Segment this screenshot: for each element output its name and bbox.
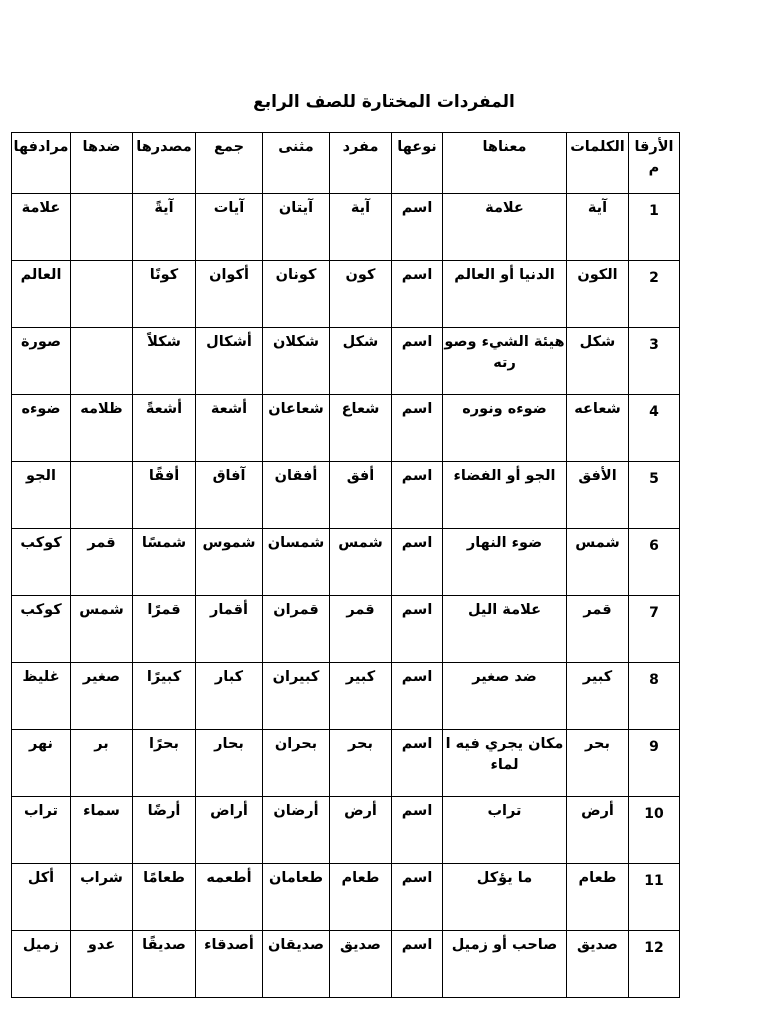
cell-type: اسم bbox=[392, 596, 443, 663]
cell-dual: شمسان bbox=[263, 529, 330, 596]
cell-word: قمر bbox=[567, 596, 629, 663]
cell-singular: شمس bbox=[330, 529, 392, 596]
cell-source: أفقًا bbox=[133, 462, 196, 529]
cell-type: اسم bbox=[392, 931, 443, 998]
cell-synonym: العالم bbox=[12, 261, 71, 328]
cell-source: شكلاً bbox=[133, 328, 196, 395]
cell-dual: أفقان bbox=[263, 462, 330, 529]
cell-opposite: قمر bbox=[71, 529, 133, 596]
table-header-row bbox=[12, 133, 680, 194]
cell-type: اسم bbox=[392, 328, 443, 395]
cell-dual: بحران bbox=[263, 730, 330, 797]
cell-singular: صديق bbox=[330, 931, 392, 998]
cell-opposite bbox=[71, 462, 133, 529]
cell-word: صديق bbox=[567, 931, 629, 998]
header-opposite: ضدها bbox=[71, 133, 133, 194]
cell-word: الكون bbox=[567, 261, 629, 328]
cell-singular: بحر bbox=[330, 730, 392, 797]
cell-synonym: الجو bbox=[12, 462, 71, 529]
cell-word: شعاعه bbox=[567, 395, 629, 462]
cell-singular: كون bbox=[330, 261, 392, 328]
cell-meaning: هيئة الشيء وصورته bbox=[443, 328, 567, 395]
cell-type: اسم bbox=[392, 730, 443, 797]
cell-word: آية bbox=[567, 194, 629, 261]
cell-type: اسم bbox=[392, 194, 443, 261]
cell-singular: كبير bbox=[330, 663, 392, 730]
cell-synonym: نهر bbox=[12, 730, 71, 797]
header-synonym: مرادفها bbox=[12, 133, 71, 194]
table-row bbox=[12, 797, 680, 864]
table-row bbox=[12, 328, 680, 395]
cell-dual: شعاعان bbox=[263, 395, 330, 462]
cell-type: اسم bbox=[392, 864, 443, 931]
cell-dual: طعامان bbox=[263, 864, 330, 931]
cell-singular: أفق bbox=[330, 462, 392, 529]
table-row bbox=[12, 864, 680, 931]
cell-number: 4 bbox=[629, 395, 680, 462]
cell-number: 6 bbox=[629, 529, 680, 596]
cell-synonym: صورة bbox=[12, 328, 71, 395]
cell-type: اسم bbox=[392, 261, 443, 328]
cell-synonym: علامة bbox=[12, 194, 71, 261]
cell-source: كونًا bbox=[133, 261, 196, 328]
cell-plural: بحار bbox=[196, 730, 263, 797]
cell-source: أرضًا bbox=[133, 797, 196, 864]
cell-opposite: ظلامه bbox=[71, 395, 133, 462]
cell-dual: كبيران bbox=[263, 663, 330, 730]
cell-word: طعام bbox=[567, 864, 629, 931]
table-row bbox=[12, 261, 680, 328]
cell-meaning: ضوء النهار bbox=[443, 529, 567, 596]
cell-source: شمسًا bbox=[133, 529, 196, 596]
cell-dual: آيتان bbox=[263, 194, 330, 261]
cell-number: 8 bbox=[629, 663, 680, 730]
cell-singular: شعاع bbox=[330, 395, 392, 462]
cell-meaning: ضوءه ونوره bbox=[443, 395, 567, 462]
header-singular: مفرد bbox=[330, 133, 392, 194]
cell-singular: طعام bbox=[330, 864, 392, 931]
table-row bbox=[12, 931, 680, 998]
cell-source: صديقًا bbox=[133, 931, 196, 998]
cell-meaning: الجو أو الفضاء bbox=[443, 462, 567, 529]
table-row bbox=[12, 462, 680, 529]
cell-singular: قمر bbox=[330, 596, 392, 663]
cell-singular: أرض bbox=[330, 797, 392, 864]
cell-source: أشعةً bbox=[133, 395, 196, 462]
cell-dual: صديقان bbox=[263, 931, 330, 998]
cell-dual: شكلان bbox=[263, 328, 330, 395]
cell-word: شمس bbox=[567, 529, 629, 596]
vocabulary-table bbox=[11, 132, 680, 998]
cell-synonym: تراب bbox=[12, 797, 71, 864]
cell-synonym: ضوءه bbox=[12, 395, 71, 462]
table-row bbox=[12, 395, 680, 462]
cell-number: 10 bbox=[629, 797, 680, 864]
cell-meaning: الدنيا أو العالم bbox=[443, 261, 567, 328]
cell-meaning: مكان يجري فيه الماء bbox=[443, 730, 567, 797]
header-type: نوعها bbox=[392, 133, 443, 194]
cell-number: 7 bbox=[629, 596, 680, 663]
cell-plural: شموس bbox=[196, 529, 263, 596]
cell-number: 5 bbox=[629, 462, 680, 529]
header-numbers: الأرقام bbox=[629, 133, 680, 194]
header-plural: جمع bbox=[196, 133, 263, 194]
cell-word: كبير bbox=[567, 663, 629, 730]
cell-opposite: عدو bbox=[71, 931, 133, 998]
cell-type: اسم bbox=[392, 462, 443, 529]
cell-meaning: علامة bbox=[443, 194, 567, 261]
cell-number: 9 bbox=[629, 730, 680, 797]
cell-opposite: شراب bbox=[71, 864, 133, 931]
cell-number: 12 bbox=[629, 931, 680, 998]
table-row bbox=[12, 529, 680, 596]
cell-plural: أشكال bbox=[196, 328, 263, 395]
cell-synonym: زميل bbox=[12, 931, 71, 998]
table-row bbox=[12, 596, 680, 663]
cell-synonym: غليظ bbox=[12, 663, 71, 730]
table-row bbox=[12, 730, 680, 797]
cell-plural: أصدقاء bbox=[196, 931, 263, 998]
cell-opposite bbox=[71, 261, 133, 328]
cell-word: أرض bbox=[567, 797, 629, 864]
cell-synonym: كوكب bbox=[12, 596, 71, 663]
cell-source: طعامًا bbox=[133, 864, 196, 931]
header-source: مصدرها bbox=[133, 133, 196, 194]
cell-meaning: ضد صغير bbox=[443, 663, 567, 730]
cell-number: 2 bbox=[629, 261, 680, 328]
cell-opposite: بر bbox=[71, 730, 133, 797]
cell-number: 1 bbox=[629, 194, 680, 261]
cell-type: اسم bbox=[392, 663, 443, 730]
cell-opposite: سماء bbox=[71, 797, 133, 864]
cell-dual: كونان bbox=[263, 261, 330, 328]
cell-synonym: أكل bbox=[12, 864, 71, 931]
cell-source: قمرًا bbox=[133, 596, 196, 663]
cell-number: 3 bbox=[629, 328, 680, 395]
header-words: الكلمات bbox=[567, 133, 629, 194]
cell-dual: قمران bbox=[263, 596, 330, 663]
cell-source: بحرًا bbox=[133, 730, 196, 797]
header-meaning: معناها bbox=[443, 133, 567, 194]
cell-number: 11 bbox=[629, 864, 680, 931]
cell-plural: أكوان bbox=[196, 261, 263, 328]
cell-source: آيةً bbox=[133, 194, 196, 261]
cell-type: اسم bbox=[392, 797, 443, 864]
cell-dual: أرضان bbox=[263, 797, 330, 864]
cell-word: بحر bbox=[567, 730, 629, 797]
cell-type: اسم bbox=[392, 529, 443, 596]
cell-opposite bbox=[71, 194, 133, 261]
cell-meaning: تراب bbox=[443, 797, 567, 864]
cell-type: اسم bbox=[392, 395, 443, 462]
cell-synonym: كوكب bbox=[12, 529, 71, 596]
cell-plural: أشعة bbox=[196, 395, 263, 462]
cell-singular: شكل bbox=[330, 328, 392, 395]
table-row bbox=[12, 663, 680, 730]
cell-opposite: صغير bbox=[71, 663, 133, 730]
cell-meaning: ما يؤكل bbox=[443, 864, 567, 931]
cell-source: كبيرًا bbox=[133, 663, 196, 730]
cell-plural: كبار bbox=[196, 663, 263, 730]
cell-opposite: شمس bbox=[71, 596, 133, 663]
cell-plural: آيات bbox=[196, 194, 263, 261]
header-dual: مثنى bbox=[263, 133, 330, 194]
page-title: المفردات المختارة للصف الرابع bbox=[253, 92, 515, 112]
cell-plural: آفاق bbox=[196, 462, 263, 529]
cell-plural: أقمار bbox=[196, 596, 263, 663]
cell-singular: آية bbox=[330, 194, 392, 261]
cell-word: الأفق bbox=[567, 462, 629, 529]
table-row bbox=[12, 194, 680, 261]
cell-word: شكل bbox=[567, 328, 629, 395]
cell-meaning: صاحب أو زميل bbox=[443, 931, 567, 998]
cell-meaning: علامة اليل bbox=[443, 596, 567, 663]
cell-plural: أطعمه bbox=[196, 864, 263, 931]
cell-opposite bbox=[71, 328, 133, 395]
cell-plural: أراض bbox=[196, 797, 263, 864]
